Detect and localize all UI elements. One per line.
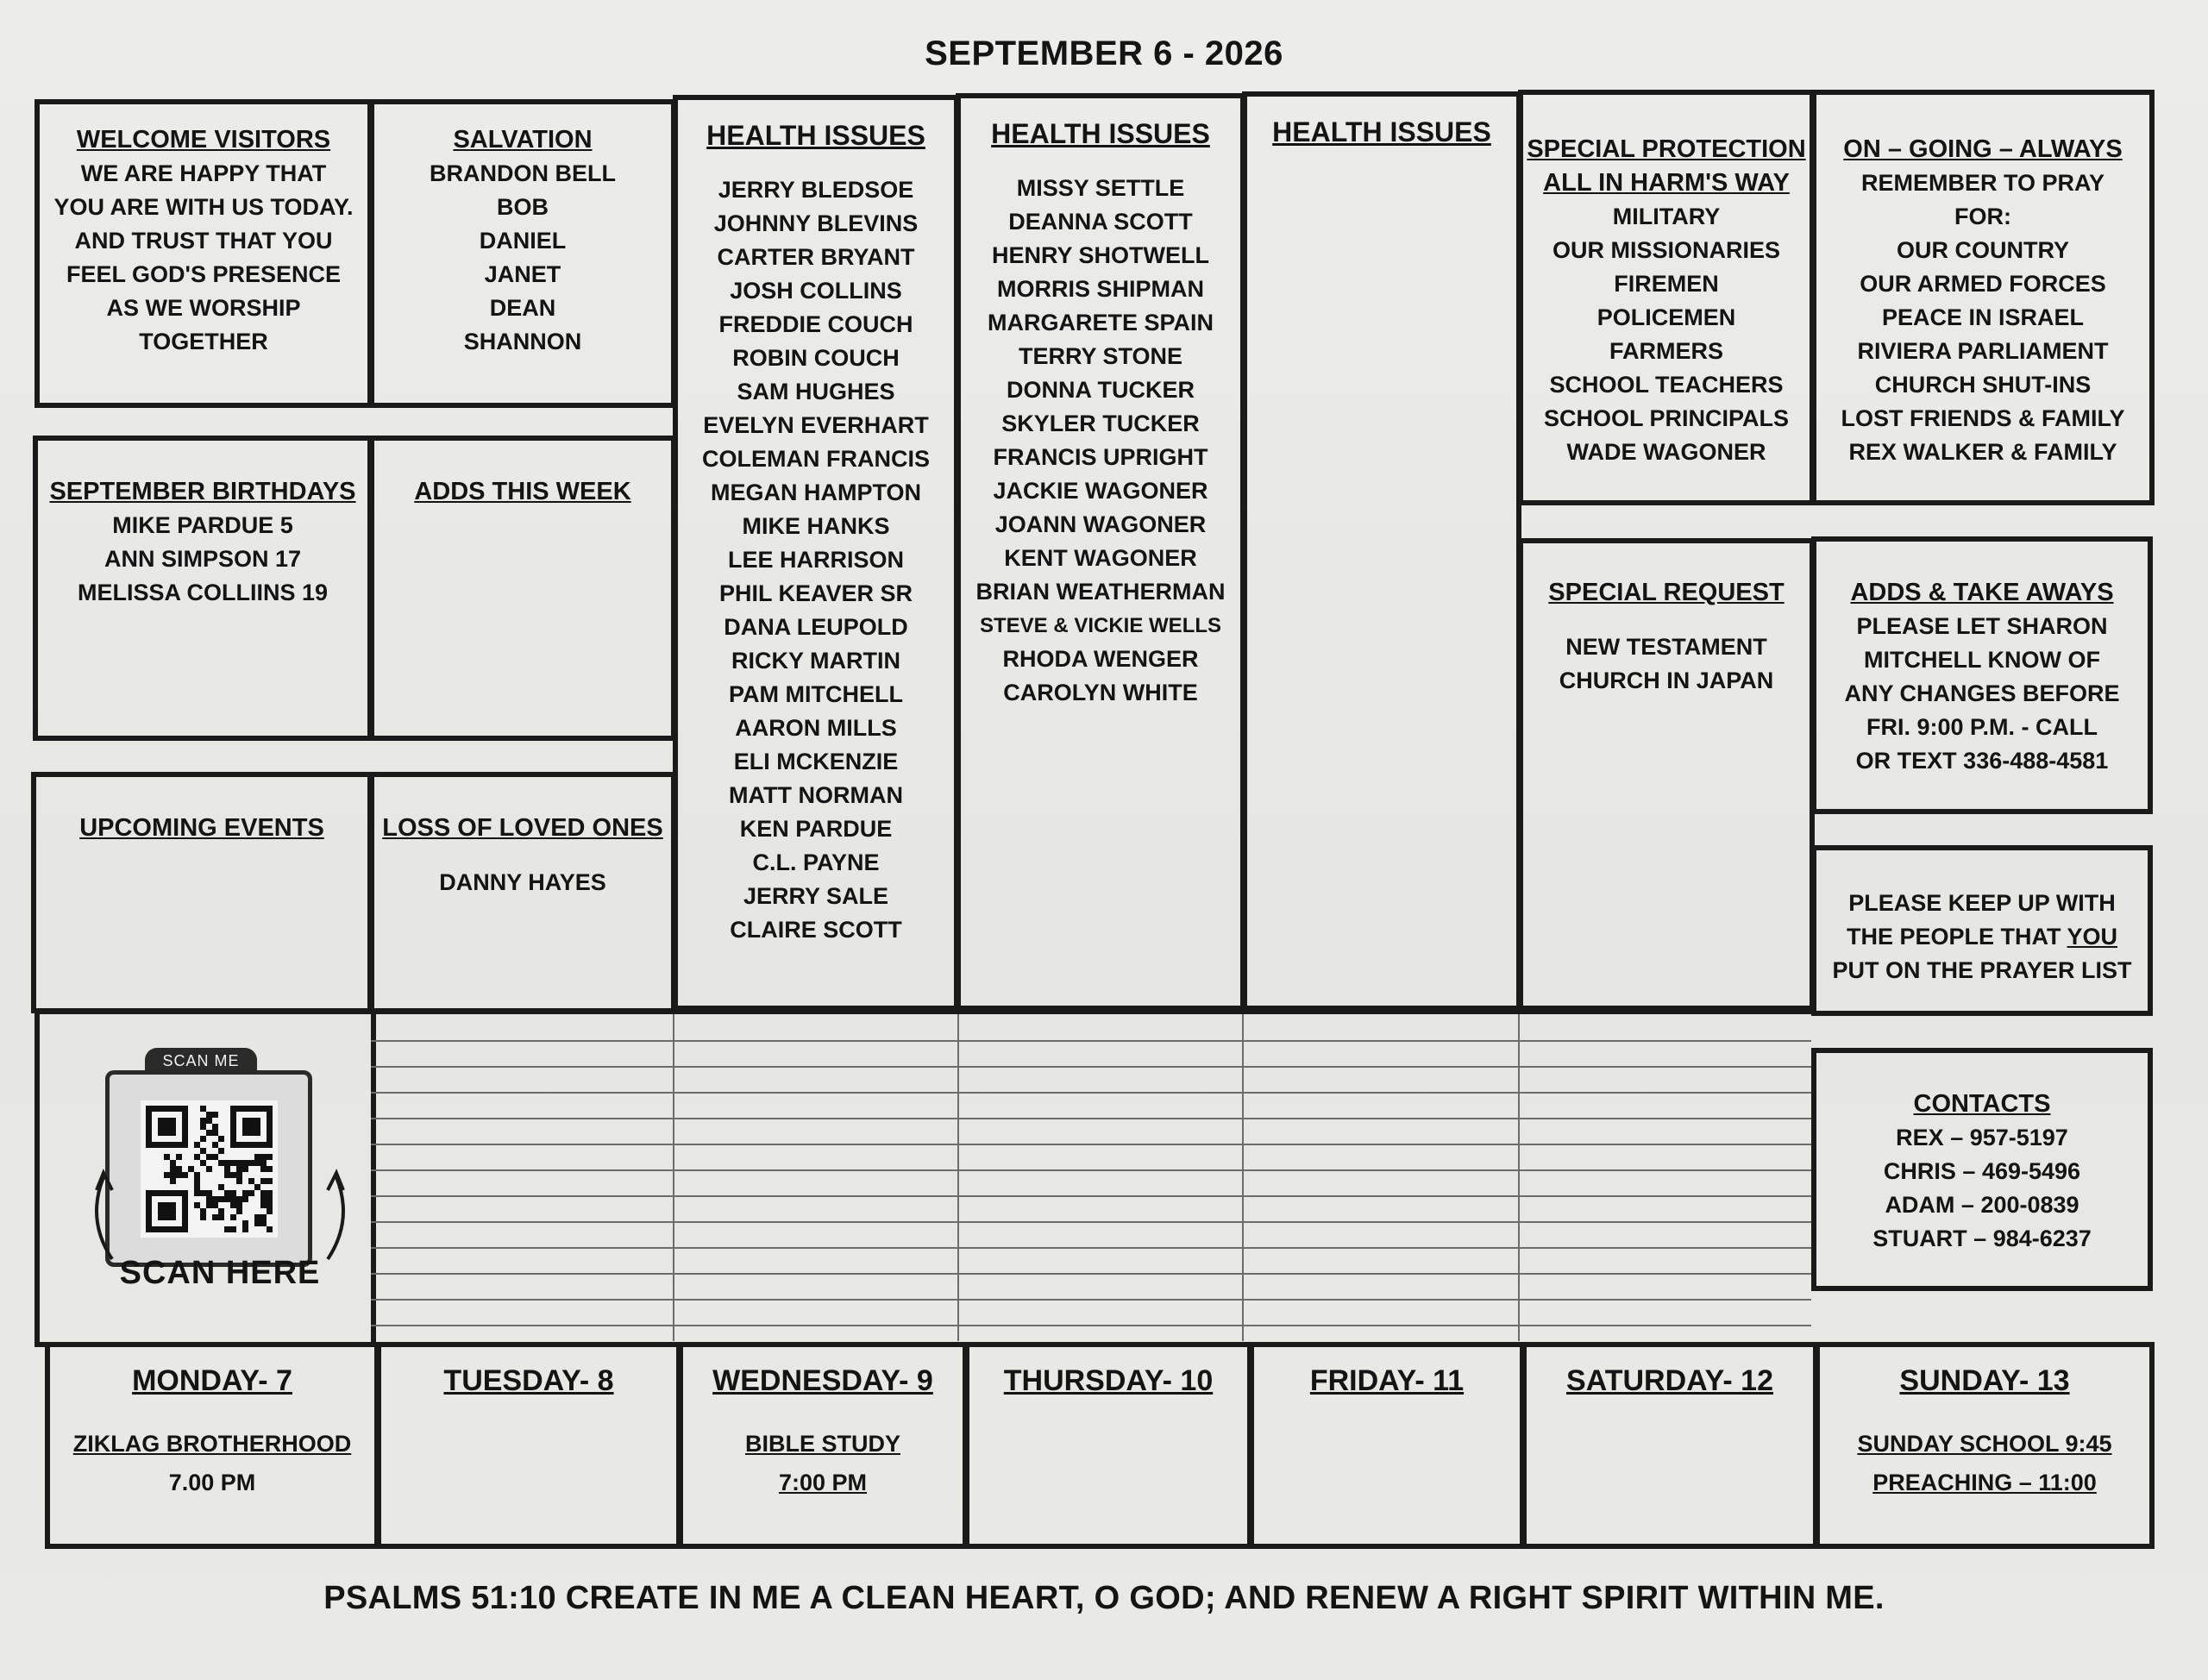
loss-box	[369, 772, 676, 1013]
loss-title: LOSS OF LOVED ONES	[382, 814, 663, 842]
contacts-items	[1816, 1121, 2148, 1256]
day-title: TUESDAY- 8	[443, 1364, 614, 1397]
list-item: BRANDON BELL	[430, 160, 616, 186]
list-item: MISSY SETTLE	[1016, 175, 1185, 201]
day-box	[45, 1342, 380, 1549]
list-item: HENRY SHOTWELL	[991, 242, 1209, 268]
day-box	[678, 1342, 968, 1549]
health-names-1	[678, 173, 954, 947]
list-item: BOB	[497, 194, 549, 220]
list-item: KEN PARDUE	[739, 816, 893, 842]
adds-takeaways-title: ADDS & TAKE AWAYS	[1850, 579, 2114, 606]
protection-items	[1523, 200, 1810, 469]
list-item: JERRY BLEDSOE	[718, 177, 914, 203]
day-box	[1521, 1342, 1818, 1549]
health-title-2: HEALTH ISSUES	[991, 118, 1210, 149]
grid-line	[371, 1040, 1811, 1042]
list-item: ELI MCKENZIE	[733, 749, 899, 774]
list-item: MIKE HANKS	[742, 513, 890, 539]
health-issues-box-3	[1242, 91, 1521, 1011]
grid-line	[371, 1273, 1811, 1275]
day-title: WEDNESDAY- 9	[712, 1364, 933, 1397]
list-item: OUR COUNTRY	[1897, 237, 2069, 263]
list-item: MELISSA COLLIINS 19	[77, 580, 329, 605]
page-title: SEPTEMBER 6 - 2026	[925, 34, 1283, 72]
grid-line	[371, 1221, 1811, 1223]
day-box	[1249, 1342, 1525, 1549]
list-item: OR TEXT 336-488-4581	[1855, 748, 2109, 774]
grid-line	[371, 1144, 1811, 1145]
list-item: ANY CHANGES BEFORE	[1844, 680, 2120, 706]
list-item: TERRY STONE	[1018, 343, 1183, 369]
protection-title-2: ALL IN HARM'S WAY	[1543, 169, 1790, 197]
list-item: DEANNA SCOTT	[1008, 209, 1193, 235]
list-item: MEGAN HAMPTON	[710, 480, 921, 505]
special-protection-box	[1518, 90, 1815, 505]
day-title: THURSDAY- 10	[1003, 1364, 1214, 1397]
prayer-note-line-1: PLEASE KEEP UP WITH	[1848, 890, 2116, 916]
list-item: KENT WAGONER	[1004, 545, 1197, 571]
list-item: SCHOOL TEACHERS	[1549, 372, 1784, 398]
list-item: JOSH COLLINS	[730, 278, 902, 304]
list-item: MITCHELL KNOW OF	[1864, 647, 2100, 673]
qr-code-icon	[110, 1075, 308, 1263]
list-item: OUR ARMED FORCES	[1860, 271, 2106, 297]
list-item: FEEL GOD'S PRESENCE	[66, 261, 341, 287]
list-item: SKYLER TUCKER	[1001, 411, 1200, 436]
list-item: PEACE IN ISRAEL	[1881, 304, 2085, 330]
list-item: AS WE WORSHIP	[106, 295, 301, 321]
list-item: CHURCH IN JAPAN	[1559, 668, 1774, 693]
list-item: JOANN WAGONER	[994, 511, 1207, 537]
grid-line	[371, 1118, 1811, 1119]
prayer-list-note-box	[1811, 845, 2153, 1016]
list-item: CHRIS – 469-5496	[1883, 1158, 2081, 1184]
welcome-lines	[40, 157, 367, 359]
day-box	[376, 1342, 681, 1549]
list-item: MILITARY	[1612, 204, 1721, 229]
grid-line	[673, 1014, 674, 1341]
list-item: YOU ARE WITH US TODAY.	[53, 194, 354, 220]
health-issues-box-2	[956, 93, 1245, 1011]
salvation-names	[374, 157, 671, 359]
list-item: AARON MILLS	[735, 715, 897, 741]
list-item: ADAM – 200-0839	[1885, 1192, 2079, 1218]
grid-line	[371, 1169, 1811, 1171]
list-item: FREDDIE COUCH	[718, 311, 913, 337]
adds-title: ADDS THIS WEEK	[414, 478, 631, 505]
list-item: ANN SIMPSON 17	[104, 546, 302, 572]
list-item: REMEMBER TO PRAY	[1860, 170, 2105, 196]
list-item: DANNY HAYES	[439, 869, 606, 895]
list-item: DANA LEUPOLD	[724, 614, 908, 640]
special-request-title: SPECIAL REQUEST	[1548, 579, 1785, 606]
blank-grid	[371, 1009, 1811, 1341]
prayer-note-line-3: PUT ON THE PRAYER LIST	[1832, 957, 2132, 983]
list-item: ROBIN COUCH	[732, 345, 900, 371]
list-item: CARTER BRYANT	[717, 244, 915, 270]
list-item: JERRY SALE	[743, 883, 889, 909]
qr-code-area[interactable]	[78, 1048, 362, 1307]
ongoing-items	[1816, 166, 2149, 469]
list-item: REX WALKER & FAMILY	[1848, 439, 2117, 465]
health-title-3: HEALTH ISSUES	[1272, 116, 1491, 147]
day-time: 7:00 PM	[778, 1470, 868, 1495]
grid-line	[1518, 1014, 1520, 1341]
grid-line	[371, 1066, 1811, 1068]
scan-me-tab: SCAN ME	[145, 1048, 257, 1072]
list-item: NEW TESTAMENT	[1565, 634, 1767, 660]
list-item: POLICEMEN	[1596, 304, 1736, 330]
health-issues-box-1	[673, 95, 959, 1011]
list-item: WADE WAGONER	[1566, 439, 1766, 465]
list-item: JANET	[484, 261, 561, 287]
grid-line	[371, 1325, 1811, 1326]
list-item: EVELYN EVERHART	[703, 412, 929, 438]
list-item: MARGARETE SPAIN	[987, 310, 1214, 335]
special-request-items	[1523, 630, 1810, 698]
adds-takeaways-box	[1811, 536, 2153, 814]
footer-verse: PSALMS 51:10 CREATE IN ME A CLEAN HEART, O GOD; AND RENEW A RIGHT SPIRIT WITHIN ME.	[323, 1580, 1885, 1616]
grid-line	[957, 1014, 959, 1341]
list-item: FRI. 9:00 P.M. - CALL	[1866, 714, 2098, 740]
day-event: ZIKLAG BROTHERHOOD	[72, 1431, 352, 1457]
health-names-2	[961, 172, 1240, 710]
contacts-box	[1811, 1048, 2153, 1291]
list-item: FOR:	[1954, 204, 2011, 229]
list-item: MORRIS SHIPMAN	[996, 276, 1204, 302]
list-item: PLEASE LET SHARON	[1856, 613, 2108, 639]
welcome-box	[34, 99, 373, 408]
list-item: RIVIERA PARLIAMENT	[1857, 338, 2109, 364]
scan-here-label: SCAN HERE	[119, 1255, 321, 1291]
grid-line	[371, 1092, 1811, 1094]
day-box	[964, 1342, 1252, 1549]
day-time: 7.00 PM	[168, 1470, 256, 1495]
list-item: REX – 957-5197	[1896, 1125, 2068, 1150]
list-item: BRIAN WEATHERMAN	[975, 579, 1226, 605]
ongoing-box	[1811, 90, 2155, 505]
upcoming-title: UPCOMING EVENTS	[79, 814, 324, 842]
grid-line	[371, 1299, 1811, 1301]
list-item: CAROLYN WHITE	[1003, 680, 1198, 705]
salvation-box	[369, 99, 676, 408]
list-item: AND TRUST THAT YOU	[74, 228, 333, 254]
list-item: LEE HARRISON	[727, 547, 905, 573]
list-item: MIKE PARDUE 5	[112, 512, 293, 538]
contacts-title: CONTACTS	[1913, 1090, 2051, 1118]
birthdays-box	[33, 436, 373, 741]
prayer-note-line-2: THE PEOPLE THAT YOU	[1846, 924, 2118, 950]
list-item: RICKY MARTIN	[731, 648, 900, 674]
list-item: RHODA WENGER	[1002, 646, 1199, 672]
list-item: DEAN	[489, 295, 556, 321]
day-title: SUNDAY- 13	[1899, 1364, 2070, 1397]
list-item: STUART – 984-6237	[1872, 1226, 2092, 1251]
adds-this-week-box	[369, 436, 676, 741]
list-item: PHIL KEAVER SR	[718, 580, 913, 606]
list-item: C.L. PAYNE	[752, 849, 880, 875]
day-title: FRIDAY- 11	[1309, 1364, 1465, 1397]
day-event: SUNDAY SCHOOL 9:45	[1857, 1431, 2112, 1457]
health-title-1: HEALTH ISSUES	[706, 120, 925, 151]
grid-line	[371, 1195, 1811, 1197]
list-item: JACKIE WAGONER	[993, 478, 1208, 504]
list-item: SHANNON	[463, 329, 582, 354]
list-item: CLAIRE SCOTT	[730, 917, 902, 943]
list-item: CHURCH SHUT-INS	[1874, 372, 2092, 398]
adds-takeaways-items	[1816, 610, 2148, 778]
list-item: PAM MITCHELL	[729, 681, 903, 707]
loss-names	[374, 866, 671, 900]
day-title: SATURDAY- 12	[1566, 1364, 1773, 1397]
list-item: WE ARE HAPPY THAT	[80, 160, 327, 186]
welcome-title: WELCOME VISITORS	[76, 126, 331, 154]
grid-line	[371, 1247, 1811, 1249]
day-time: PREACHING – 11:00	[1872, 1470, 2097, 1495]
list-item: STEVE & VICKIE WELLS	[979, 614, 1222, 637]
birthday-items	[38, 509, 367, 610]
grid-line	[1242, 1014, 1244, 1341]
qr-frame	[105, 1070, 312, 1267]
upcoming-events-box	[31, 772, 373, 1013]
salvation-title: SALVATION	[453, 126, 593, 154]
day-box	[1815, 1342, 2155, 1549]
ongoing-title: ON – GOING – ALWAYS	[1843, 135, 2123, 163]
list-item: FRANCIS UPRIGHT	[993, 444, 1208, 470]
list-item: COLEMAN FRANCIS	[702, 446, 930, 472]
special-request-box	[1518, 538, 1815, 1011]
day-title: MONDAY- 7	[132, 1364, 292, 1397]
list-item: LOST FRIENDS & FAMILY	[1841, 405, 2125, 431]
day-event: BIBLE STUDY	[744, 1431, 900, 1457]
list-item: SCHOOL PRINCIPALS	[1543, 405, 1790, 431]
list-item: FARMERS	[1609, 338, 1723, 364]
list-item: JOHNNY BLEVINS	[713, 210, 919, 236]
list-item: DONNA TUCKER	[1007, 377, 1195, 403]
birthdays-title: SEPTEMBER BIRTHDAYS	[49, 478, 356, 505]
list-item: MATT NORMAN	[729, 782, 903, 808]
protection-title-1: SPECIAL PROTECTION	[1527, 135, 1806, 163]
list-item: DANIEL	[479, 228, 567, 254]
list-item: FIREMEN	[1614, 271, 1719, 297]
list-item: OUR MISSIONARIES	[1552, 237, 1781, 263]
list-item: SAM HUGHES	[737, 379, 895, 404]
list-item: TOGETHER	[139, 329, 268, 354]
